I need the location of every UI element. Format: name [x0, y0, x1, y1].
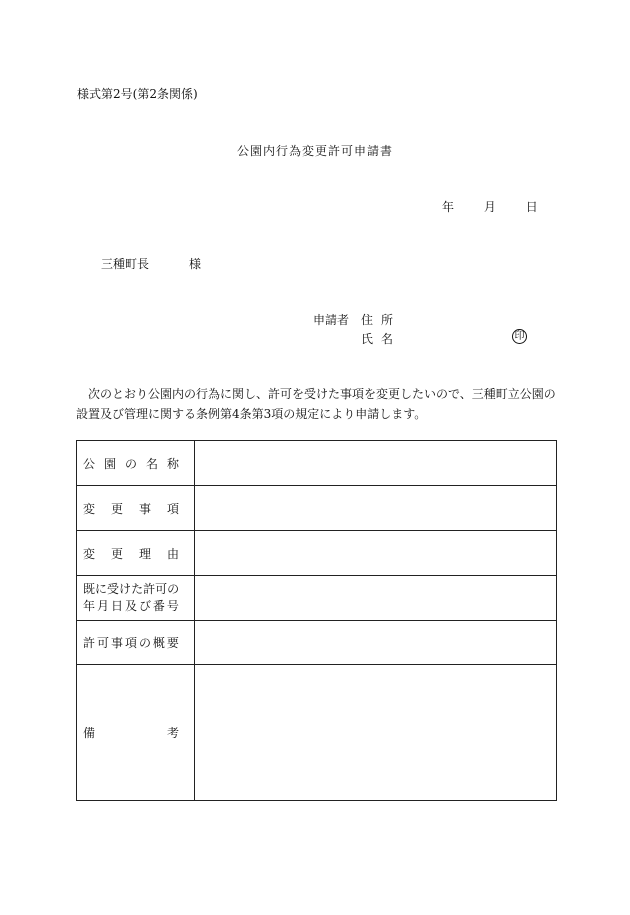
body-text: 次のとおり公園内の行為に関し、許可を受けた事項を変更したいので、三種町立公園の設置及び管理に関する条例第4条第3項の規定により申請します。	[76, 387, 556, 421]
table-row	[77, 441, 557, 486]
table-row	[77, 486, 557, 531]
permit-summary-field[interactable]	[195, 621, 557, 665]
form-number: 様式第2号(第2条関係)	[77, 87, 198, 101]
row-label-park-name	[77, 441, 195, 486]
date-year: 年	[442, 200, 455, 214]
change-items-label: 変 更 事 項	[83, 501, 179, 516]
row-label-remarks	[77, 665, 195, 801]
table-row	[77, 576, 557, 621]
change-reason-label: 変 更 理 由	[83, 546, 179, 561]
change-items-field[interactable]	[195, 486, 557, 531]
table-row	[77, 665, 557, 801]
application-table	[76, 440, 557, 801]
addressee	[101, 255, 201, 272]
table-row	[77, 531, 557, 576]
prior-permit-label-line1: 既 に 受 け た 許 可 の	[83, 582, 180, 596]
seal-mark: 印	[512, 329, 527, 344]
date-line	[442, 198, 538, 215]
row-label-prior-permit	[77, 576, 195, 621]
row-label-change-items	[77, 486, 195, 531]
row-label-permit-summary	[77, 621, 195, 665]
remarks-field[interactable]	[195, 665, 557, 801]
change-reason-field[interactable]	[195, 531, 557, 576]
document-title: 公園内行為変更許可申請書	[236, 144, 393, 158]
remarks-label: 備 考	[83, 726, 179, 740]
park-name-label: 公 園 の 名 称	[83, 456, 179, 471]
addressee-honorific: 様	[189, 257, 202, 271]
row-label-change-reason	[77, 531, 195, 576]
applicant-label: 申請者	[313, 313, 350, 327]
permit-summary-label: 許 可 事 項 の 概 要	[83, 636, 179, 650]
addressee-name: 三種町長	[101, 257, 150, 271]
prior-permit-field[interactable]	[195, 576, 557, 621]
address-label: 住所	[361, 313, 402, 327]
date-month: 月	[483, 200, 496, 214]
name-label: 氏名	[361, 332, 402, 346]
prior-permit-label-line2: 年 月 日 及 び 番 号	[83, 599, 179, 613]
park-name-field[interactable]	[195, 441, 557, 486]
date-day: 日	[525, 200, 538, 214]
table-row	[77, 621, 557, 665]
